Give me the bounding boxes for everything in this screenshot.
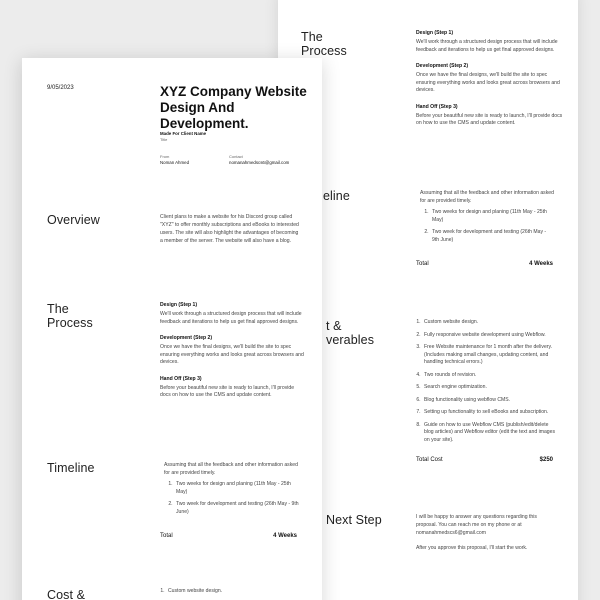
deliverable-item: 1. Custom website design. — [166, 588, 302, 596]
deliverable-item: 8. Guide on how to use Webflow CMS (publish/edit/delete blog articles) and Webflow editor (edit the text and images on your site). — [422, 422, 558, 445]
step-design-title: Design (Step 1) — [416, 30, 454, 36]
timeline-item: 1. Two weeks for design and planing (11th May - 25th May) — [174, 481, 300, 496]
next-step-block — [416, 513, 556, 552]
deliverables-list — [408, 319, 558, 444]
process-heading-line1: The — [47, 302, 69, 316]
deliverable-item: 1. Custom website design. — [422, 319, 558, 327]
document-title: XYZ Company Website Design And Development. — [160, 84, 307, 131]
process-steps — [416, 30, 564, 137]
cost-heading-line2: verables — [326, 333, 375, 347]
next-step-text2: After you approve this proposal, I'll start the work. — [416, 545, 528, 551]
next-step-text: I will be happy to answer any questions regarding this proposal. You can reach me on my phone or at nomanahmedscs6@gmail.com — [416, 514, 537, 536]
client-meta — [160, 131, 206, 143]
timeline-item: 1. Two weeks for design and planing (11th May - 25th May) — [430, 209, 554, 224]
contact-email: nomanahmedscs6@gmail.com — [229, 160, 290, 165]
deliverable-item: 4. Two rounds of revision. — [422, 372, 558, 380]
timeline-list — [160, 481, 300, 516]
cost-total-label: Total Cost — [416, 457, 443, 463]
made-for-title: Title — [160, 137, 168, 142]
document-date: 9/05/2023 — [47, 85, 74, 91]
timeline-item: 2. Two week for development and testing (26th May - 9th June) — [430, 229, 554, 244]
deliverables-heading-partial — [326, 319, 374, 347]
deliverables-block — [152, 588, 302, 600]
cost-total-row — [416, 457, 553, 463]
overview-text: Client plans to make a website for his Discord group called "XYZ" to offer monthly subscriptions and eBooks to interested users. The site will also highlight the advantages of becoming a member of the server. The website will also have a blog. — [160, 214, 299, 244]
process-heading-line2: Process — [301, 44, 347, 58]
step-handoff-title: Hand Off (Step 3) — [160, 375, 202, 382]
made-for-label: Made For Client Name — [160, 131, 207, 136]
deliverable-item: 5. Search engine optimization. — [422, 384, 558, 392]
cost-heading: Cost & — [47, 588, 86, 600]
deliverable-item: 6. Blog functionality using webflow CMS. — [422, 397, 558, 405]
contact-meta — [229, 154, 289, 166]
from-meta — [160, 154, 189, 166]
timeline-total-row — [416, 261, 553, 267]
step-development-title: Development (Step 2) — [160, 335, 213, 341]
deliverable-item: 3. Free Website maintenance for 1 month after the delivery. (Includes making small changes, updating content, and handling technical errors.) — [422, 344, 558, 367]
step-handoff-text: Before your beautiful new site is ready to launch, I'll provide docs on how to use the CMS and update content. — [160, 384, 295, 398]
step-design-text: We'll work through a structured design process that will include feedback and iterations to help us get final approved designs. — [416, 39, 558, 53]
timeline-total-row — [160, 533, 297, 539]
timeline-block — [160, 461, 300, 521]
proposal-page-back — [278, 0, 578, 600]
step-handoff-title: Hand Off (Step 3) — [416, 103, 458, 110]
timeline-heading-partial: eline — [323, 189, 350, 203]
process-steps — [160, 302, 305, 409]
deliverable-item: 2. Fully responsive website development using Webflow. — [422, 332, 558, 340]
timeline-block — [416, 189, 554, 249]
next-step-heading: Next Step — [326, 513, 382, 527]
proposal-page-front — [22, 58, 322, 600]
deliverable-item: 7. Setting up functionality to sell eBooks and subscription. — [422, 409, 558, 417]
timeline-heading: Timeline — [47, 461, 95, 475]
step-design-text: We'll work through a structured design process that will include feedback and iterations to help us get final approved designs. — [160, 311, 302, 325]
from-name: Noman Ahmed — [160, 160, 190, 165]
step-development-text: Once we have the final designs, we'll build the site to spec ensuring everything works and looks great across browsers and devices. — [416, 72, 560, 93]
timeline-item: 2. Two week for development and testing (26th May - 9th June) — [174, 501, 300, 516]
timeline-total-value: 4 Weeks — [273, 533, 297, 539]
overview-heading: Overview — [47, 213, 100, 227]
step-development-title: Development (Step 2) — [416, 63, 469, 69]
cost-total-value: $250 — [539, 457, 553, 463]
process-heading — [301, 30, 347, 58]
cost-heading-line1: t & — [326, 319, 342, 333]
timeline-total-label: Total — [416, 261, 429, 267]
process-heading-line2: Process — [47, 316, 93, 330]
timeline-total-value: 4 Weeks — [529, 261, 553, 267]
process-heading-line1: The — [301, 30, 323, 44]
deliverables-list — [152, 588, 302, 596]
step-design-title: Design (Step 1) — [160, 302, 198, 308]
process-heading — [47, 302, 93, 330]
contact-label: Contact — [229, 154, 243, 159]
step-handoff-text: Before your beautiful new site is ready to launch, I'll provide docs on how to use the CMS and update content. — [416, 112, 563, 126]
step-development-text: Once we have the final designs, we'll build the site to spec ensuring everything works and looks great across browsers and devices. — [160, 344, 304, 365]
deliverables-block — [408, 319, 558, 449]
timeline-intro: Assuming that all the feedback and other information asked for are provided timely. — [420, 190, 554, 204]
from-label: From — [160, 154, 170, 159]
timeline-list — [416, 209, 554, 244]
timeline-intro: Assuming that all the feedback and other information asked for are provided timely. — [164, 462, 298, 476]
timeline-total-label: Total — [160, 533, 173, 539]
